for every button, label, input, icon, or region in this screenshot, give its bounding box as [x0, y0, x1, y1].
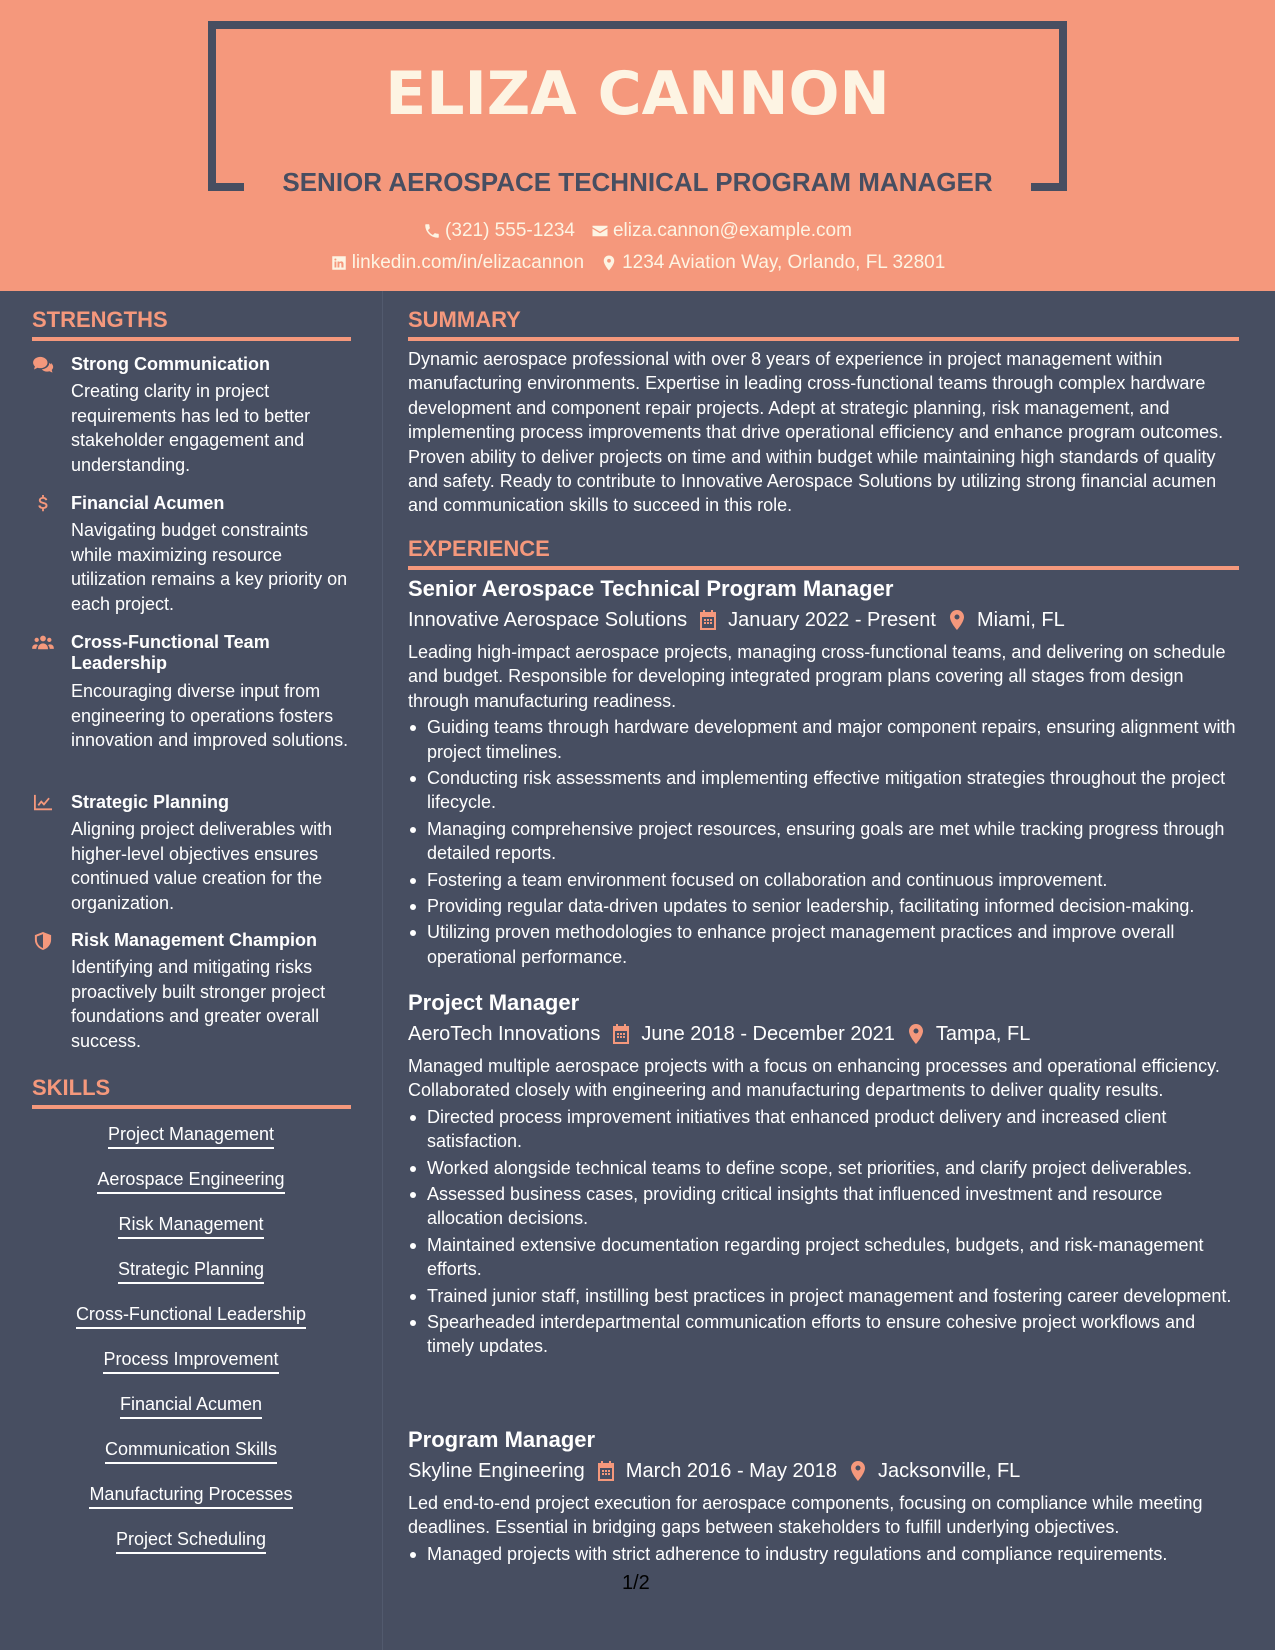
job-title: Project Manager — [408, 990, 580, 1015]
job-meta — [408, 604, 1240, 636]
map-marker-icon — [948, 610, 966, 630]
strength-item — [32, 930, 352, 1053]
contact-row-2 — [0, 251, 1275, 275]
job-dates: March 2016 - May 2018 — [625, 1460, 838, 1482]
contact-row-1 — [0, 219, 1275, 243]
skills-list — [32, 1122, 350, 1572]
calendar-icon — [597, 1461, 615, 1481]
strength-item — [32, 354, 352, 477]
job-entry — [408, 1425, 1240, 1566]
page-number: 1/2 — [622, 1572, 650, 1594]
job-location: Miami, FL — [976, 609, 1065, 631]
job-bullet: Managing comprehensive project resources, ensuring goals are met while tracking progress through detailed reports. — [408, 817, 1240, 866]
job-description: Managed multiple aerospace projects with a focus on enhancing processes and operational efficiency. Collaborated closely with engineering and manufacturing departments to deliver quality results. — [408, 1056, 1220, 1101]
strengths-rule — [32, 337, 351, 341]
skill-item: Cross-Functional Leadership — [32, 1302, 350, 1347]
job-entry — [408, 574, 1240, 969]
shield-icon — [32, 932, 56, 952]
phone-icon — [423, 222, 441, 240]
strength-item — [32, 792, 352, 915]
job-company: Skyline Engineering — [408, 1460, 585, 1482]
job-title: Senior Aerospace Technical Program Manager — [408, 576, 894, 601]
job-bullets — [408, 715, 1240, 969]
summary-heading: SUMMARY — [408, 307, 521, 332]
job-entry — [408, 988, 1240, 1359]
strength-title: Strategic Planning — [71, 792, 230, 812]
skills-rule — [32, 1105, 351, 1109]
job-bullet: Fostering a team environment focused on collaboration and continuous improvement. — [408, 868, 1240, 892]
contact-email[interactable] — [591, 219, 852, 243]
column-divider — [382, 291, 383, 1650]
job-company: AeroTech Innovations — [408, 1023, 601, 1045]
candidate-name: ELIZA CANNON — [385, 59, 890, 129]
job-title: Program Manager — [408, 1427, 596, 1452]
strength-title: Financial Acumen — [71, 493, 225, 513]
contact-phone[interactable] — [423, 219, 575, 243]
comments-icon — [32, 356, 56, 376]
skills-heading: SKILLS — [32, 1075, 111, 1100]
linkedin-icon — [330, 254, 348, 272]
map-marker-icon — [600, 254, 618, 272]
job-bullet: Directed process improvement initiatives that enhanced product delivery and increased client satisfaction. — [408, 1105, 1240, 1154]
experience-heading: EXPERIENCE — [408, 536, 550, 561]
job-bullet: Utilizing proven methodologies to enhance project management practices and improve overall operational performance. — [408, 920, 1240, 969]
job-bullet: Trained junior staff, instilling best practices in project management and fostering career development. — [408, 1284, 1240, 1308]
job-bullet: Maintained extensive documentation regarding project schedules, budgets, and risk-management efforts. — [408, 1233, 1240, 1282]
skill-item: Aerospace Engineering — [32, 1167, 350, 1212]
contact-address — [600, 251, 945, 275]
strength-title: Strong Communication — [71, 354, 270, 374]
address-text: 1234 Aviation Way, Orlando, FL 32801 — [622, 252, 946, 273]
job-location: Tampa, FL — [935, 1023, 1031, 1045]
strength-body: Navigating budget constraints while maximizing resource utilization remains a key priority on each project. — [71, 520, 348, 614]
skill-item: Manufacturing Processes — [32, 1482, 350, 1527]
job-bullet: Managed projects with strict adherence to industry regulations and compliance requirements. — [408, 1542, 1240, 1566]
experience-rule — [408, 566, 1239, 570]
phone-text: (321) 555-1234 — [445, 220, 575, 241]
contact-linkedin[interactable] — [330, 251, 584, 275]
skill-item: Process Improvement — [32, 1347, 350, 1392]
summary-text: Dynamic aerospace professional with over 8 years of experience in project management within manufacturing environments. Expertise in leading cross-functional teams through complex hardware development and component repair projects. Adept at strategic planning, risk management, and implementing process improvements that drive operational efficiency and enhance program outcomes. Proven ability to deliver projects on time and within budget while maintaining high standards of quality and safety. Ready to contribute to Innovative Aerospace Solutions by utilizing strong financial acumen and communication skills to succeed in this role. — [408, 349, 1224, 516]
skill-item: Communication Skills — [32, 1437, 350, 1482]
job-meta — [408, 1455, 1240, 1487]
strength-title: Cross-Functional Team Leadership — [71, 632, 270, 673]
strength-body: Identifying and mitigating risks proactively built stronger project foundations and greater overall success. — [71, 957, 326, 1051]
map-marker-icon — [849, 1461, 867, 1481]
job-bullet: Providing regular data-driven updates to senior leadership, facilitating informed decision-making. — [408, 894, 1240, 918]
calendar-icon — [699, 610, 717, 630]
calendar-icon — [612, 1024, 630, 1044]
job-bullets — [408, 1542, 1240, 1566]
job-company: Innovative Aerospace Solutions — [408, 609, 688, 631]
strength-body: Aligning project deliverables with higher-level objectives ensures continued value creation for the organization. — [71, 819, 333, 913]
strength-item — [32, 632, 352, 753]
candidate-title: SENIOR AEROSPACE TECHNICAL PROGRAM MANAGER — [282, 167, 993, 197]
skill-item: Project Scheduling — [32, 1527, 350, 1572]
chart-line-icon — [32, 794, 56, 814]
dollar-icon — [32, 495, 56, 515]
linkedin-text: linkedin.com/in/elizacannon — [351, 252, 585, 273]
skill-item: Strategic Planning — [32, 1257, 350, 1302]
job-dates: January 2022 - Present — [728, 609, 936, 631]
skill-item: Financial Acumen — [32, 1392, 350, 1437]
users-icon — [32, 634, 56, 654]
envelope-icon — [591, 222, 609, 240]
job-location: Jacksonville, FL — [878, 1460, 1021, 1482]
skill-item: Project Management — [32, 1122, 350, 1167]
summary-rule — [408, 337, 1239, 341]
job-bullet: Spearheaded interdepartmental communication efforts to ensure cohesive project workflows and timely updates. — [408, 1310, 1240, 1359]
map-marker-icon — [907, 1024, 925, 1044]
skill-item: Risk Management — [32, 1212, 350, 1257]
job-bullets — [408, 1105, 1240, 1359]
strengths-heading: STRENGTHS — [32, 307, 168, 332]
job-description: Led end-to-end project execution for aerospace components, focusing on compliance while meeting deadlines. Essential in bridging gaps between stakeholders to fulfill underlying objectives. — [408, 1493, 1203, 1538]
job-bullet: Worked alongside technical teams to define scope, set priorities, and clarify project deliverables. — [408, 1156, 1240, 1180]
strength-title: Risk Management Champion — [71, 930, 318, 950]
job-description: Leading high-impact aerospace projects, managing cross-functional teams, and delivering on schedule and budget. Responsible for developing integrated program plans covering all stages from design through manufacturing readiness. — [408, 642, 1226, 711]
email-text: eliza.cannon@example.com — [612, 220, 852, 241]
job-meta — [408, 1018, 1240, 1050]
job-bullet: Guiding teams through hardware development and major component repairs, ensuring alignment with project timelines. — [408, 715, 1240, 764]
job-dates: June 2018 - December 2021 — [641, 1023, 895, 1045]
strength-item — [32, 493, 352, 616]
resume-header — [0, 0, 1275, 291]
job-bullet: Assessed business cases, providing critical insights that influenced investment and resource allocation decisions. — [408, 1182, 1240, 1231]
strength-body: Creating clarity in project requirements has led to better stakeholder engagement and understanding. — [71, 381, 311, 475]
job-bullet: Conducting risk assessments and implementing effective mitigation strategies throughout the project lifecycle. — [408, 766, 1240, 815]
strength-body: Encouraging diverse input from engineering to operations fosters innovation and improved solutions. — [71, 681, 349, 750]
